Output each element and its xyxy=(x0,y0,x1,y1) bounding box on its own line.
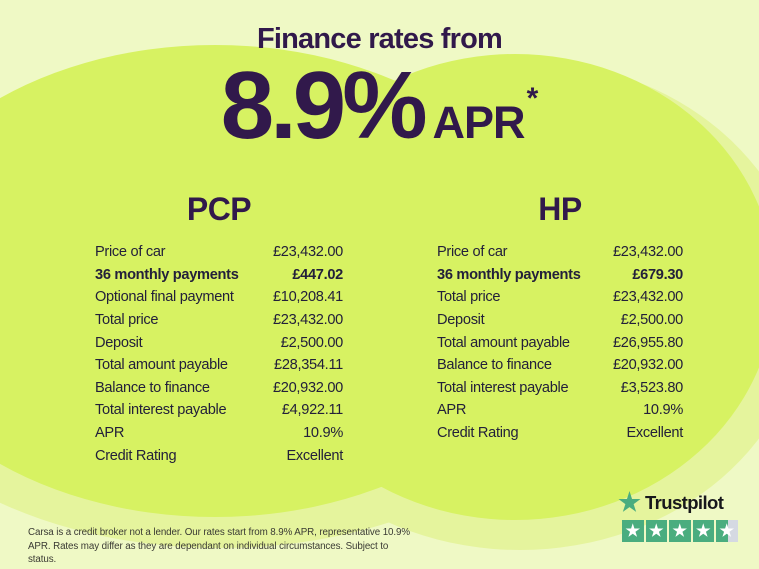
star-glyph xyxy=(625,523,640,538)
row-value: £23,432.00 xyxy=(612,244,683,261)
row-label: Balance to finance xyxy=(437,357,552,374)
table-row xyxy=(95,377,343,400)
row-value: 10.9% xyxy=(643,402,683,419)
footnote-asterisk: * xyxy=(526,82,539,115)
row-value: Excellent xyxy=(286,447,343,464)
row-label: Price of car xyxy=(95,244,166,261)
rating-star-icon xyxy=(669,520,691,542)
table-row xyxy=(95,331,343,354)
row-value: £20,932.00 xyxy=(612,357,683,374)
row-value: £10,208.41 xyxy=(272,289,343,306)
trustpilot-star-icon xyxy=(618,491,641,514)
row-label: 36 monthly payments xyxy=(95,266,239,283)
headline-rate xyxy=(0,52,759,159)
row-value: £3,523.80 xyxy=(620,379,683,396)
trustpilot-badge xyxy=(622,491,738,542)
row-label: Total price xyxy=(95,312,159,329)
disclaimer-line-2: Rates may differ as they are dependant on individual circumstances. Subject to status. xyxy=(28,540,389,565)
row-value: £2,500.00 xyxy=(280,334,343,351)
hp-table-rows xyxy=(437,241,683,444)
disclaimer-text xyxy=(28,526,418,567)
row-label: Total amount payable xyxy=(437,334,570,351)
trustpilot-wordmark: Trustpilot xyxy=(645,491,724,513)
hp-table xyxy=(437,193,683,444)
row-label: 36 monthly payments xyxy=(437,266,581,283)
row-label: Total amount payable xyxy=(95,357,228,374)
row-value: £679.30 xyxy=(632,266,683,283)
row-value: £28,354.11 xyxy=(274,357,343,374)
row-label: Deposit xyxy=(437,312,485,329)
table-row xyxy=(437,331,683,354)
star-glyph xyxy=(649,523,664,538)
row-label: Total interest payable xyxy=(437,379,569,396)
row-value: Excellent xyxy=(626,425,683,442)
row-label: Optional final payment xyxy=(95,289,234,306)
table-row xyxy=(95,422,343,445)
rating-star-icon xyxy=(693,520,715,542)
rate-value: 8.9% xyxy=(220,52,424,159)
table-row xyxy=(95,444,343,467)
trustpilot-logo xyxy=(618,491,738,514)
table-row xyxy=(437,241,683,264)
table-row xyxy=(95,354,343,377)
rating-star-icon xyxy=(716,520,738,542)
row-label: APR xyxy=(437,402,467,419)
row-label: Total price xyxy=(437,289,501,306)
row-value: £23,432.00 xyxy=(272,244,343,261)
disclaimer-line-1: Carsa is a credit broker not a lender. Our rates start from 8.9% APR, representative 10.9% APR. xyxy=(28,527,410,552)
trustpilot-rating-stars xyxy=(622,520,738,542)
table-row xyxy=(437,309,683,332)
table-row xyxy=(95,399,343,422)
row-label: Price of car xyxy=(437,244,508,261)
pcp-table-rows xyxy=(95,241,343,467)
table-row xyxy=(437,399,683,422)
table-row xyxy=(437,264,683,287)
table-row xyxy=(95,264,343,287)
row-value: £23,432.00 xyxy=(612,289,683,306)
rating-star-icon xyxy=(646,520,668,542)
row-value: £20,932.00 xyxy=(272,379,343,396)
table-row xyxy=(95,241,343,264)
page-title: Finance rates from xyxy=(256,23,503,55)
row-label: Credit Rating xyxy=(437,425,519,442)
row-label: Deposit xyxy=(95,334,143,351)
row-value: £26,955.80 xyxy=(612,334,683,351)
row-value: £2,500.00 xyxy=(620,312,683,329)
star-glyph xyxy=(672,523,687,538)
row-label: Total interest payable xyxy=(95,402,227,419)
apr-label: APR xyxy=(432,97,525,148)
table-row xyxy=(95,286,343,309)
rating-star-icon xyxy=(622,520,644,542)
row-label: Balance to finance xyxy=(95,379,210,396)
pcp-table xyxy=(95,193,343,467)
row-value: £23,432.00 xyxy=(272,312,343,329)
row-label: APR xyxy=(95,425,125,442)
table-row xyxy=(437,286,683,309)
table-row xyxy=(437,377,683,400)
table-row xyxy=(437,422,683,445)
hp-table-title: HP xyxy=(538,191,582,227)
row-value: £447.02 xyxy=(292,266,343,283)
row-value: 10.9% xyxy=(303,425,343,442)
star-glyph xyxy=(719,523,734,538)
star-glyph xyxy=(696,523,711,538)
pcp-table-title: PCP xyxy=(186,191,252,227)
row-value: £4,922.11 xyxy=(281,402,343,419)
row-label: Credit Rating xyxy=(95,447,177,464)
table-row xyxy=(95,309,343,332)
table-row xyxy=(437,354,683,377)
